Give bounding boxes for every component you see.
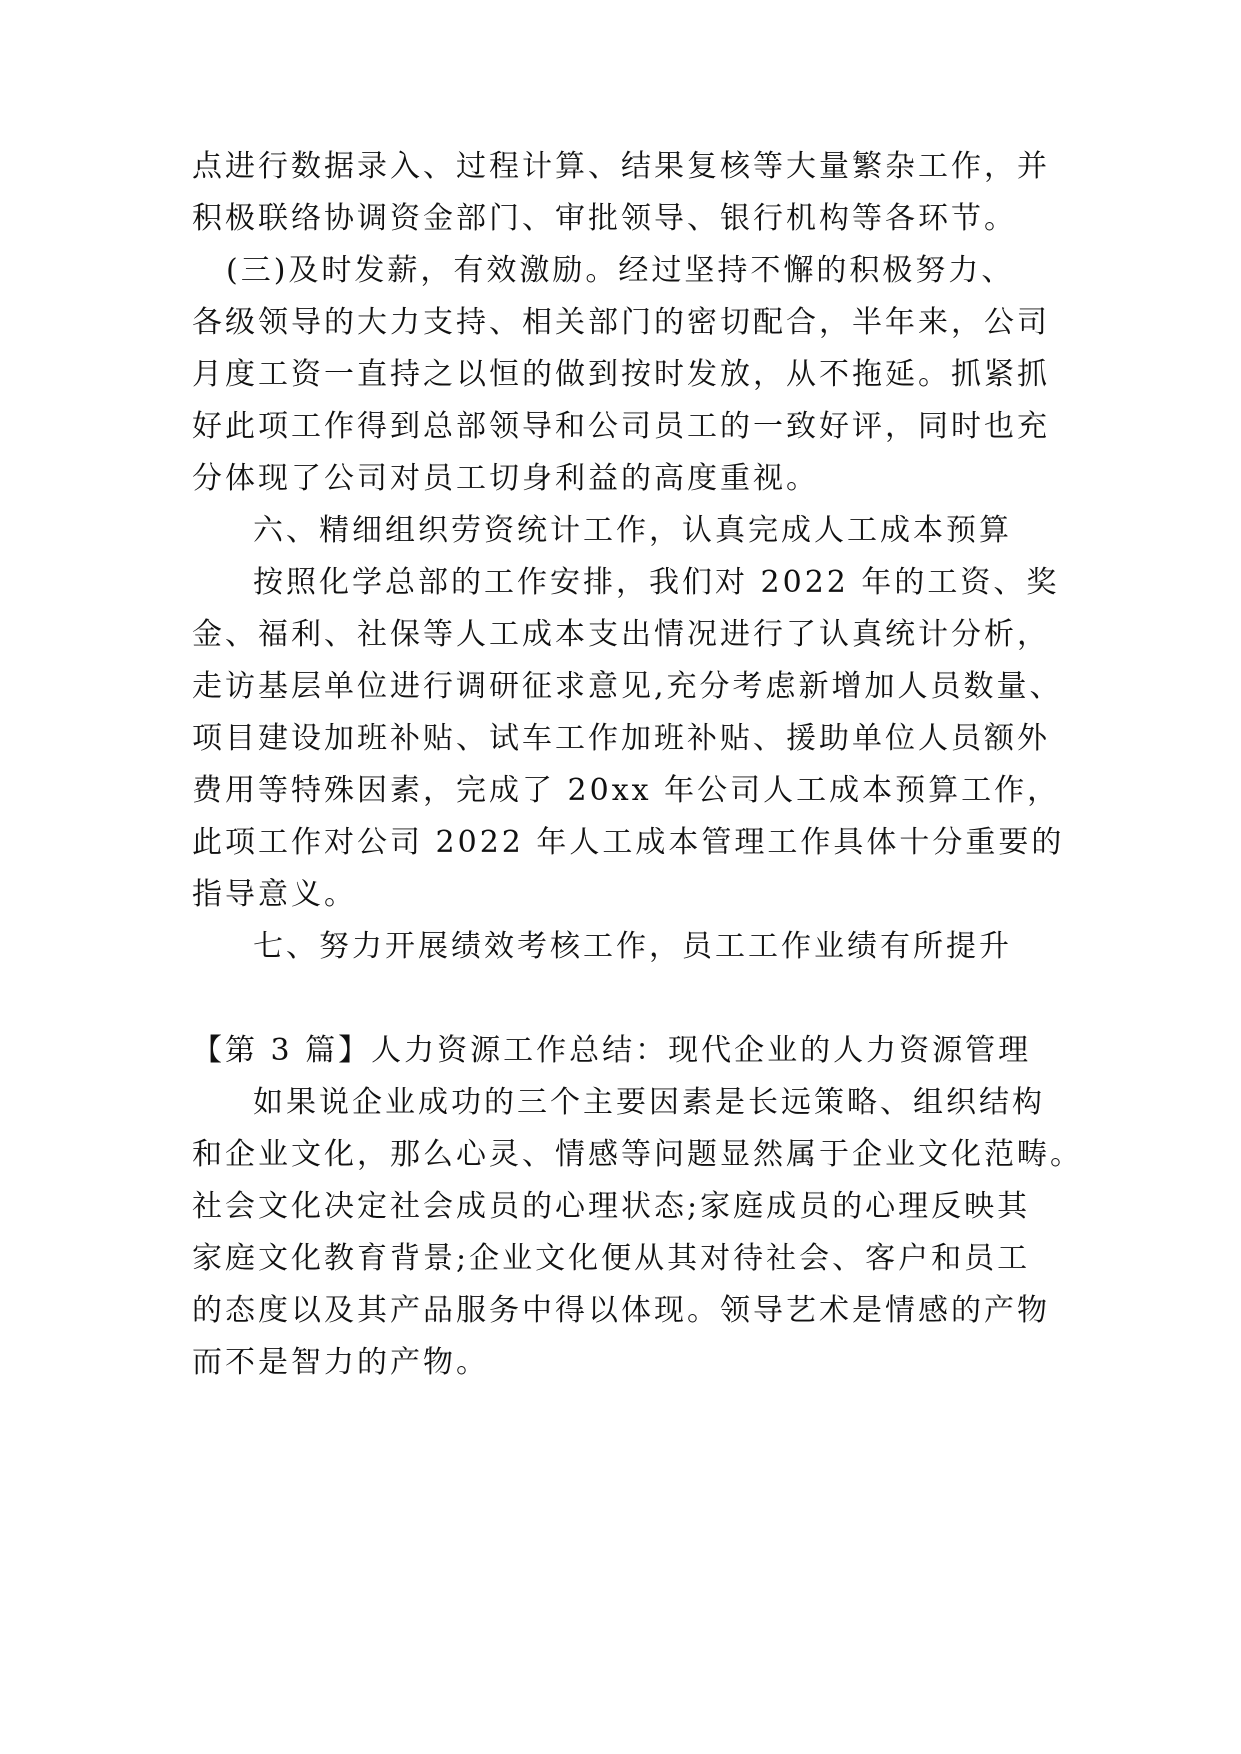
section-heading-7: 七、努力开展绩效考核工作，员工工作业绩有所提升 bbox=[253, 929, 1012, 964]
body-text-line: 好此项工作得到总部领导和公司员工的一致好评，同时也充 bbox=[192, 409, 1050, 444]
body-text-line: 项目建设加班补贴、试车工作加班补贴、援助单位人员额外 bbox=[192, 721, 1050, 756]
body-text-line: 积极联络协调资金部门、审批领导、银行机构等各环节。 bbox=[192, 201, 1017, 236]
body-text-line: 如果说企业成功的三个主要因素是长远策略、组织结构 bbox=[253, 1085, 1045, 1120]
body-text-line: 费用等特殊因素，完成了 20xx 年公司人工成本预算工作， bbox=[192, 773, 1061, 808]
body-text-line: 此项工作对公司 2022 年人工成本管理工作具体十分重要的 bbox=[192, 825, 1065, 860]
subsection-heading: (三)及时发薪，有效激励。经过坚持不懈的积极努力、 bbox=[226, 253, 1015, 288]
body-text-line: 和企业文化，那么心灵、情感等问题显然属于企业文化范畴。 bbox=[192, 1137, 1083, 1172]
body-text-line: 各级领导的大力支持、相关部门的密切配合，半年来，公司 bbox=[192, 305, 1050, 340]
article-heading: 【第 3 篇】人力资源工作总结：现代企业的人力资源管理 bbox=[192, 1033, 1032, 1068]
body-text-line: 走访基层单位进行调研征求意见,充分考虑新增加人员数量、 bbox=[192, 669, 1063, 704]
body-text-line: 分体现了公司对员工切身利益的高度重视。 bbox=[192, 461, 819, 496]
body-text-line: 指导意义。 bbox=[192, 877, 357, 912]
body-text-line: 月度工资一直持之以恒的做到按时发放，从不拖延。抓紧抓 bbox=[192, 357, 1050, 392]
body-text-line: 按照化学总部的工作安排，我们对 2022 年的工资、奖 bbox=[253, 565, 1060, 600]
body-text-line: 而不是智力的产物。 bbox=[192, 1345, 489, 1380]
body-text-line: 金、福利、社保等人工成本支出情况进行了认真统计分析， bbox=[192, 617, 1050, 652]
body-text-line: 的态度以及其产品服务中得以体现。领导艺术是情感的产物 bbox=[192, 1293, 1050, 1328]
body-text-line: 社会文化决定社会成员的心理状态;家庭成员的心理反映其 bbox=[192, 1189, 1031, 1224]
body-text-line: 点进行数据录入、过程计算、结果复核等大量繁杂工作，并 bbox=[192, 149, 1050, 184]
section-heading-6: 六、精细组织劳资统计工作，认真完成人工成本预算 bbox=[253, 513, 1012, 548]
body-text-line: 家庭文化教育背景;企业文化便从其对待社会、客户和员工 bbox=[192, 1241, 1031, 1276]
